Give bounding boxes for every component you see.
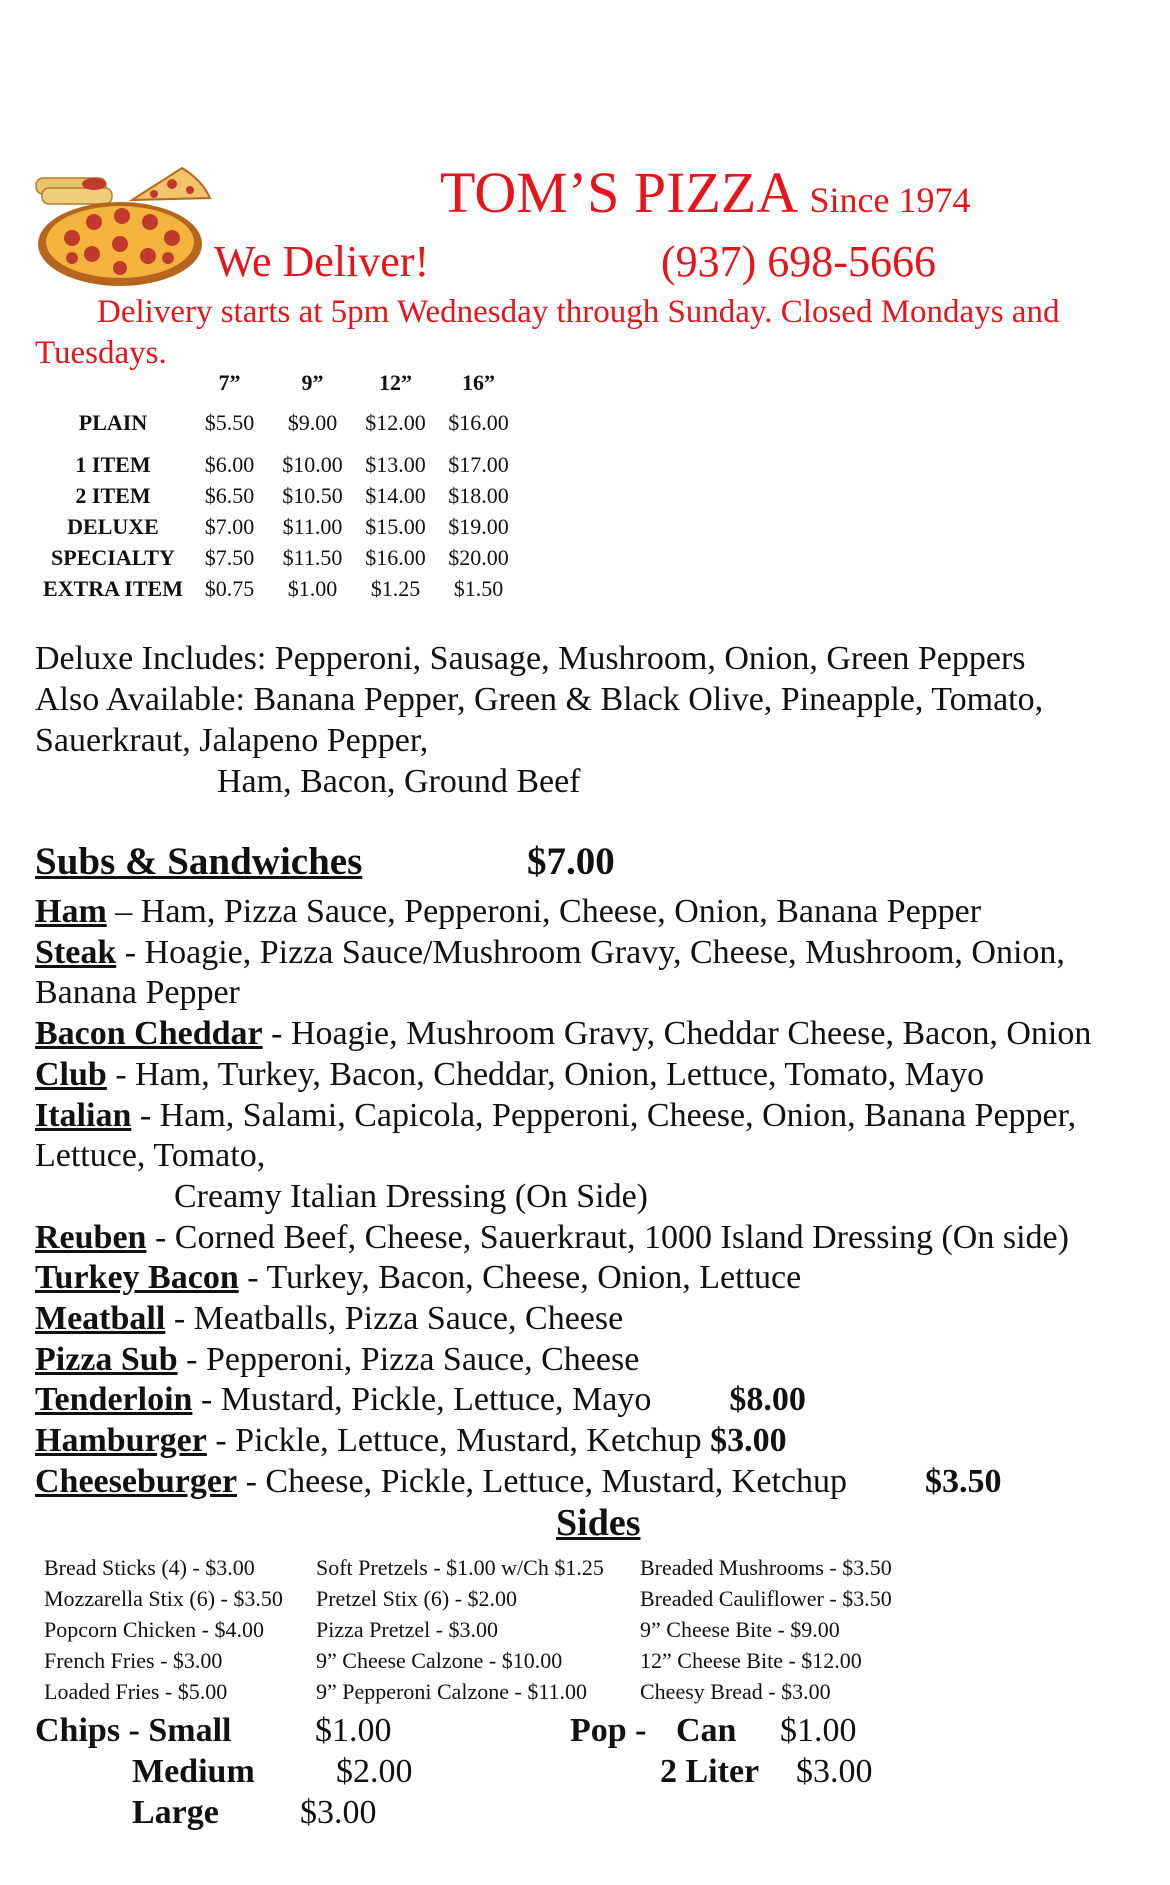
sub-desc: - Pepperoni, Pizza Sauce, Cheese (177, 1340, 640, 1378)
chips-small-label: Chips - Small (35, 1712, 232, 1749)
restaurant-title: TOM’S PIZZA Since 1974 (440, 160, 971, 225)
chips-large-label: Large (132, 1794, 219, 1831)
also-available: Also Available: Banana Pepper, Green & Black Olive, Pineapple, Tomato, Sauerkraut, Jalapeno Pepper, (35, 681, 1044, 759)
price-cell: $12.00 (365, 410, 426, 435)
sub-price: $3.50 (925, 1462, 1002, 1500)
price-cell: $14.00 (365, 483, 426, 508)
sub-desc: - Ham, Turkey, Bacon, Cheddar, Onion, Lettuce, Tomato, Mayo (106, 1055, 985, 1093)
list-item (35, 1462, 1150, 1503)
sub-name: Cheeseburger (35, 1462, 238, 1500)
list-item (35, 1055, 1150, 1096)
price-row (38, 452, 520, 483)
sub-name: Club (35, 1055, 107, 1093)
price-row (38, 576, 520, 607)
list-item: Loaded Fries - $5.00 (44, 1679, 228, 1704)
sub-price: $8.00 (729, 1381, 806, 1419)
size-header: 7” (218, 370, 241, 395)
sub-name: Italian (35, 1096, 132, 1134)
size-header: 16” (462, 370, 495, 395)
sides-heading: Sides (556, 1502, 641, 1544)
chips-medium-price: $2.00 (336, 1753, 413, 1790)
subs-price: $7.00 (527, 840, 615, 883)
list-item (35, 1014, 1150, 1055)
sub-name: Bacon Cheddar (35, 1015, 263, 1053)
sub-desc: - Cheese, Pickle, Lettuce, Mustard, Ketchup (237, 1462, 847, 1500)
sub-desc: - Hoagie, Mushroom Gravy, Cheddar Cheese, Bacon, Onion (262, 1015, 1092, 1053)
size-header: 9” (301, 370, 324, 395)
price-cell: $10.50 (282, 483, 343, 508)
price-cell: $1.25 (370, 576, 421, 601)
pop-can-price: $1.00 (780, 1712, 857, 1749)
sub-name: Steak (35, 933, 117, 971)
delivery-hours-note: Delivery starts at 5pm Wednesday through Sunday. Closed Mondays and Tuesdays. (35, 294, 1060, 371)
list-item: Bread Sticks (4) - $3.00 (44, 1555, 255, 1580)
deluxe-includes: Deluxe Includes: Pepperoni, Sausage, Mushroom, Onion, Green Peppers (35, 640, 1026, 677)
list-item: Mozzarella Stix (6) - $3.50 (44, 1586, 283, 1611)
sub-name: Reuben (35, 1218, 147, 1256)
price-cell: $11.50 (282, 545, 343, 570)
price-cell: $0.75 (204, 576, 255, 601)
price-cell: $5.50 (204, 410, 255, 435)
list-item: Soft Pretzels - $1.00 w/Ch $1.25 (316, 1555, 604, 1580)
sides-column-3 (640, 1552, 892, 1707)
chips-large-price: $3.00 (300, 1794, 377, 1831)
list-item (35, 1380, 1150, 1421)
sub-name: Pizza Sub (35, 1340, 178, 1378)
sub-desc: - Hoagie, Pizza Sauce/Mushroom Gravy, Cheese, Mushroom, Onion, Banana Pepper (35, 933, 1065, 1012)
price-row (38, 410, 520, 452)
price-row (38, 514, 520, 545)
pop-label: Pop - (570, 1712, 647, 1749)
price-cell: $13.00 (365, 452, 426, 477)
sides-column-2 (316, 1552, 604, 1707)
sub-price: $3.00 (710, 1422, 787, 1460)
we-deliver-text: We Deliver! (214, 237, 430, 286)
list-item: 12” Cheese Bite - $12.00 (640, 1648, 862, 1673)
list-item (35, 1096, 1150, 1177)
price-cell: $7.50 (204, 545, 255, 570)
price-cell: $1.00 (287, 576, 338, 601)
pop-liter-price: $3.00 (796, 1753, 873, 1790)
sub-desc: – Ham, Pizza Sauce, Pepperoni, Cheese, Onion, Banana Pepper (106, 893, 982, 930)
pizza-logo-image (32, 160, 218, 290)
price-cell: $7.00 (204, 514, 255, 539)
toppings-info (35, 638, 1145, 802)
pop-liter-label: 2 Liter (660, 1753, 760, 1790)
price-cell: $6.50 (204, 483, 255, 508)
row-label: PLAIN (78, 410, 148, 435)
row-label: 2 ITEM (75, 483, 151, 508)
price-cell: $16.00 (365, 545, 426, 570)
size-header: 12” (379, 370, 412, 395)
sub-desc: - Mustard, Pickle, Lettuce, Mayo (192, 1381, 652, 1419)
sub-desc: - Corned Beef, Cheese, Sauerkraut, 1000 Island Dressing (On side) (146, 1218, 1069, 1256)
price-cell: $9.00 (287, 410, 338, 435)
price-cell: $18.00 (448, 483, 509, 508)
price-cell: $6.00 (204, 452, 255, 477)
since-text: Since 1974 (809, 180, 971, 220)
pop-can-label: Can (676, 1712, 737, 1749)
list-item: Cheesy Bread - $3.00 (640, 1679, 831, 1704)
sub-desc: - Pickle, Lettuce, Mustard, Ketchup (206, 1422, 711, 1460)
list-item (35, 1218, 1150, 1259)
sub-name: Turkey Bacon (35, 1259, 239, 1297)
phone-number: (937) 698-5666 (661, 237, 936, 286)
row-label: 1 ITEM (75, 452, 151, 477)
list-item: Breaded Cauliflower - $3.50 (640, 1586, 892, 1611)
size-header-blank (38, 370, 188, 410)
sub-desc: - Meatballs, Pizza Sauce, Cheese (165, 1300, 624, 1338)
sub-name: Tenderloin (35, 1381, 193, 1419)
sub-desc-cont: Creamy Italian Dressing (On Side) (174, 1177, 648, 1215)
subs-heading: Subs & Sandwiches (35, 840, 363, 883)
row-label: DELUXE (67, 514, 159, 539)
price-cell: $17.00 (448, 452, 509, 477)
list-item: French Fries - $3.00 (44, 1648, 223, 1673)
price-cell: $16.00 (448, 410, 509, 435)
price-cell: $19.00 (448, 514, 509, 539)
sides-column-1 (44, 1552, 283, 1707)
list-item (35, 933, 1150, 1014)
also-available-cont: Ham, Bacon, Ground Beef (217, 763, 581, 800)
price-row (38, 483, 520, 514)
price-cell: $1.50 (453, 576, 504, 601)
list-item (35, 1340, 1150, 1381)
price-row (38, 545, 520, 576)
sub-desc: - Turkey, Bacon, Cheese, Onion, Lettuce (238, 1259, 802, 1297)
list-item (35, 1421, 1150, 1462)
pizza-price-table (38, 370, 520, 607)
sub-name: Meatball (35, 1300, 166, 1338)
list-item (35, 1299, 1150, 1340)
list-item: 9” Cheese Bite - $9.00 (640, 1617, 840, 1642)
list-item (35, 892, 1150, 933)
sub-name: Hamburger (35, 1422, 207, 1460)
price-cell: $11.00 (282, 514, 343, 539)
list-item: Pizza Pretzel - $3.00 (316, 1617, 499, 1642)
sub-name: Ham (35, 893, 107, 930)
chips-medium-label: Medium (132, 1753, 255, 1790)
subs-list (35, 892, 1150, 1503)
list-item: 9” Cheese Calzone - $10.00 (316, 1648, 563, 1673)
price-cell: $10.00 (282, 452, 343, 477)
chips-small-price: $1.00 (315, 1712, 392, 1749)
price-cell: $20.00 (448, 545, 509, 570)
list-item: Popcorn Chicken - $4.00 (44, 1617, 264, 1642)
list-item: Pretzel Stix (6) - $2.00 (316, 1586, 518, 1611)
sub-desc: - Ham, Salami, Capicola, Pepperoni, Cheese, Onion, Banana Pepper, Lettuce, Tomato, (35, 1096, 1077, 1175)
row-label: EXTRA ITEM (43, 576, 183, 601)
list-item: 9” Pepperoni Calzone - $11.00 (316, 1679, 588, 1704)
list-item: Breaded Mushrooms - $3.50 (640, 1555, 892, 1580)
list-item (35, 1258, 1150, 1299)
row-label: SPECIALTY (51, 545, 175, 570)
price-cell: $15.00 (365, 514, 426, 539)
